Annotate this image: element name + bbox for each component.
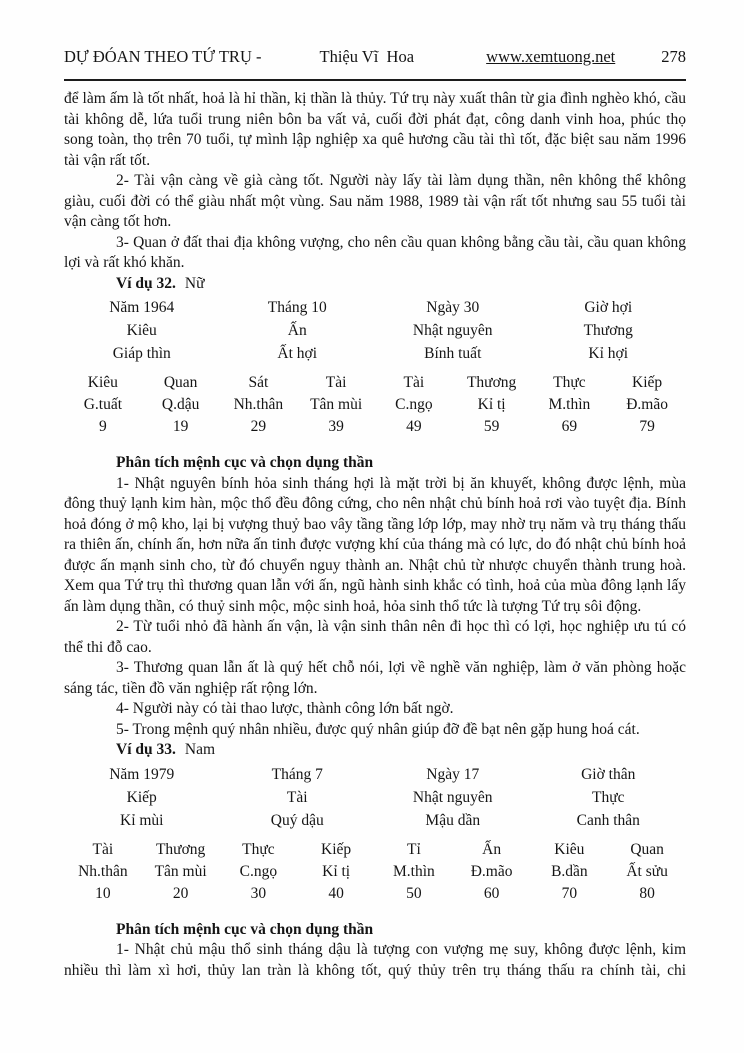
table-cell: Bính tuất bbox=[424, 345, 482, 362]
table-row bbox=[64, 319, 686, 342]
example-32-label bbox=[64, 274, 686, 295]
table-cell: Kiếp bbox=[632, 374, 663, 391]
table-cell: Ấn bbox=[482, 840, 502, 858]
table-row bbox=[64, 786, 686, 809]
table-row bbox=[64, 839, 686, 861]
luck-cycles-table-32 bbox=[64, 372, 686, 438]
example-33-label bbox=[64, 740, 686, 761]
table-row bbox=[64, 394, 686, 416]
table-cell: Sát bbox=[248, 374, 269, 391]
table-cell: Q.dậu bbox=[161, 396, 200, 413]
luck-cycles-table-33 bbox=[64, 839, 686, 905]
table-cell: Giờ hợi bbox=[584, 299, 633, 316]
table-cell: Thực bbox=[592, 788, 625, 806]
table-cell: Thực bbox=[242, 840, 275, 858]
table-cell: Tài bbox=[403, 374, 425, 391]
table-cell: 59 bbox=[483, 418, 500, 435]
table-cell: Giờ thân bbox=[581, 765, 636, 783]
book-title: DỰ ĐÓAN THEO TỨ TRỤ - bbox=[64, 47, 262, 66]
table-cell: Ất hợi bbox=[277, 345, 318, 362]
table-cell: Thương bbox=[155, 840, 206, 858]
website-link: www.xemtuong.net bbox=[486, 47, 616, 66]
example-gender: Nam bbox=[184, 741, 216, 758]
table-cell: 69 bbox=[561, 418, 578, 435]
table-cell: B.dần bbox=[551, 862, 588, 880]
analysis-paragraph: 2- Từ tuổi nhỏ đã hành ấn vận, là vận sinh thân nên đi học thì có lợi, học nghiệp ưu tú có thể thi đỗ cao. bbox=[64, 618, 686, 656]
intro-paragraph: để làm ấm là tốt nhất, hoả là hỉ thần, kị thần là thủy. Tứ trụ này xuất thân từ gia đình nghèo khó, cầu tài không dễ, lứa tuổi trung niên bôn ba vất vả, cuối đời phát đạt, công danh vinh hoa, phúc thọ song toàn, thọ trên 70 tuổi, tự mình lập nghiệp xa quê hương cầu tài thì tốt, đặc biệt sau năm 1996 tài vận rất tốt. bbox=[64, 90, 686, 169]
table-cell: Kỉ tị bbox=[322, 862, 351, 880]
table-cell: 10 bbox=[95, 884, 111, 902]
table-row bbox=[64, 809, 686, 832]
table-cell: Mậu dần bbox=[425, 811, 481, 829]
intro-paragraph: 3- Quan ở đất thai địa không vượng, cho nên cầu quan không bằng cầu tài, cầu quan không lợi và rất khó khăn. bbox=[64, 233, 686, 271]
table-cell: Kiếp bbox=[126, 788, 157, 806]
table-cell: Năm 1964 bbox=[109, 299, 175, 316]
table-cell: Đ.mão bbox=[470, 862, 513, 880]
table-cell: 9 bbox=[99, 418, 107, 435]
table-cell: Quan bbox=[163, 374, 198, 391]
table-row bbox=[64, 342, 686, 365]
analysis-paragraph: 1- Nhật nguyên bính hỏa sinh tháng hợi là mặt trời bị ăn khuyết, không được lệnh, mùa đông thuỷ lạnh kim hàn, mộc thổ đều đông cứng, cho nên nhật chủ bính hoả rơi vào tuyệt địa. Bính hoả đóng ở mộ kho, lại bị vượng thuỷ bao vây tầng tầng lớp lớp, may nhờ trụ năm và trụ tháng thấu ra thiên ấn, chính ấn, hơn nữa ấn tinh được vượng khí của tháng mà có lực, do đó nhật chủ bính hoả được ấn mạnh sinh cho, từ đó chuyển nguy thành an. Nhật chủ từ nhược chuyển thành trung hoà. Xem qua Tứ trụ thì thương quan lẫn với ấn, ngũ hành sinh khắc có tình, hoả của mùa đông lạnh lấy ấn làm dụng thần, có thuỷ sinh mộc, mộc sinh hoả, hỏa sinh thổ tức là tượng Tứ trụ sôi động. bbox=[64, 474, 686, 615]
table-cell: Nhật nguyên bbox=[412, 322, 493, 339]
table-cell: Tân mùi bbox=[310, 396, 363, 413]
table-cell: 40 bbox=[328, 884, 344, 902]
analysis-paragraph: 3- Thương quan lẫn ất là quý hết chỗ nói, lợi về nghề văn nghiệp, làm ở văn phòng hoặc sáng tác, tiền đồ văn nghiệp rất rộng lớn. bbox=[64, 659, 686, 697]
author-name: Thiệu Vĩ Hoa bbox=[319, 47, 415, 66]
table-cell: 29 bbox=[250, 418, 267, 435]
table-cell: Tài bbox=[286, 788, 308, 806]
table-cell: Ngày 17 bbox=[426, 765, 480, 783]
table-cell: Kiếp bbox=[321, 840, 352, 858]
table-cell: Kiêu bbox=[87, 374, 118, 391]
example-number: Ví dụ 32. bbox=[116, 274, 176, 292]
table-cell: Đ.mão bbox=[626, 396, 668, 413]
table-cell: Tài bbox=[92, 840, 114, 858]
table-cell: Ấn bbox=[287, 322, 307, 339]
table-cell: M.thìn bbox=[548, 396, 591, 413]
table-cell: Nh.thân bbox=[78, 862, 128, 880]
table-cell: Thực bbox=[553, 374, 586, 391]
table-cell: Tài bbox=[325, 374, 347, 391]
table-cell: 50 bbox=[406, 884, 422, 902]
table-cell: Tháng 10 bbox=[267, 299, 327, 316]
table-cell: Thương bbox=[583, 322, 633, 339]
table-cell: 19 bbox=[172, 418, 189, 435]
intro-paragraph: 2- Tài vận càng về già càng tốt. Người này lấy tài làm dụng thần, nên không thể không giàu, cuối đời có thể giàu nhất một vùng. Sau năm 1988, 1989 tài vận rất tốt nhưng sau 55 tuổi tài vận càng tốt hơn. bbox=[64, 172, 686, 230]
table-cell: Kỉ mùi bbox=[120, 811, 164, 829]
table-row bbox=[64, 372, 686, 394]
table-cell: Quý dậu bbox=[270, 811, 324, 829]
pillars-table-32 bbox=[64, 296, 686, 365]
table-cell: Canh thân bbox=[576, 811, 640, 829]
table-cell: 39 bbox=[328, 418, 344, 435]
pillars-table-33 bbox=[64, 763, 686, 832]
table-cell: Nhật nguyên bbox=[412, 788, 493, 806]
analysis-paragraph: 5- Trong mệnh quý nhân nhiều, được quý nhân giúp đỡ đề bạt nên gặp hung hoá cát. bbox=[116, 720, 640, 738]
analysis-heading: Phân tích mệnh cục và chọn dụng thần bbox=[116, 920, 374, 938]
header-divider bbox=[64, 79, 686, 81]
table-cell: Giáp thìn bbox=[112, 345, 171, 362]
table-cell: 20 bbox=[172, 884, 189, 902]
table-row bbox=[64, 416, 686, 438]
table-cell: Thương bbox=[466, 374, 517, 391]
page-header bbox=[64, 46, 686, 67]
table-cell: Năm 1979 bbox=[109, 765, 175, 783]
table-cell: C.ngọ bbox=[239, 862, 278, 880]
table-row bbox=[64, 861, 686, 883]
table-cell: Ngày 30 bbox=[426, 299, 480, 316]
table-cell: M.thìn bbox=[392, 862, 435, 880]
table-cell: Tháng 7 bbox=[271, 765, 323, 783]
table-cell: Kiêu bbox=[126, 322, 157, 339]
table-cell: Tỉ bbox=[406, 840, 421, 858]
table-cell: Kỉ tị bbox=[477, 396, 506, 413]
table-cell: Kiêu bbox=[554, 840, 585, 858]
table-cell: 80 bbox=[639, 884, 655, 902]
table-cell: 30 bbox=[250, 884, 267, 902]
table-cell: Quan bbox=[630, 840, 664, 858]
analysis-paragraph: 1- Nhật chủ mậu thổ sinh tháng dậu là tượng con vượng mẹ suy, không được lệnh, kim nhiều thì làm xì hơi, thủy lan tràn là không tốt, quý thủy trên trụ tháng thấu ra chính tài, chi bbox=[64, 941, 686, 979]
table-row bbox=[64, 296, 686, 319]
table-cell: G.tuất bbox=[83, 396, 123, 413]
table-cell: Ất sửu bbox=[626, 862, 668, 880]
table-cell: Tân mùi bbox=[154, 862, 207, 880]
table-cell: 79 bbox=[639, 418, 655, 435]
table-cell: Nh.thân bbox=[233, 396, 284, 413]
table-cell: 70 bbox=[561, 884, 578, 902]
analysis-heading: Phân tích mệnh cục và chọn dụng thần bbox=[116, 454, 374, 471]
example-gender: Nữ bbox=[184, 274, 205, 292]
table-cell: 60 bbox=[483, 884, 500, 902]
table-row bbox=[64, 883, 686, 905]
analysis-paragraph: 4- Người này có tài thao lược, thành công lớn bất ngờ. bbox=[116, 700, 454, 717]
example-number: Ví dụ 33. bbox=[116, 741, 176, 758]
table-row bbox=[64, 763, 686, 786]
page-number: 278 bbox=[661, 47, 686, 66]
table-cell: C.ngọ bbox=[395, 396, 433, 413]
table-cell: Kỉ hợi bbox=[588, 345, 629, 362]
table-cell: 49 bbox=[406, 418, 422, 435]
